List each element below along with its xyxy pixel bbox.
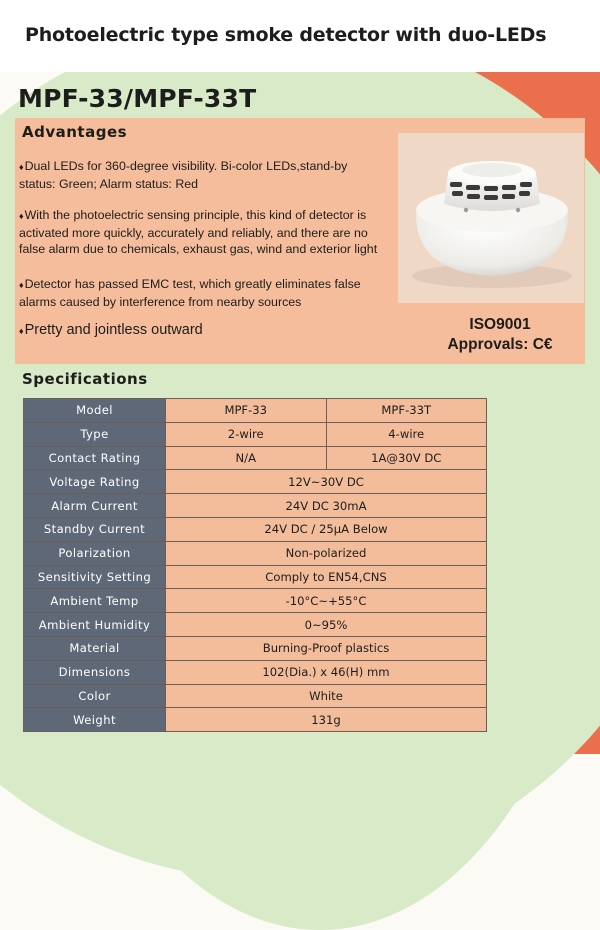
advantage-line: status: Green; Alarm status: Red	[19, 176, 199, 191]
advantages-heading: Advantages	[22, 123, 128, 141]
spec-value: Comply to EN54,CNS	[166, 565, 487, 589]
table-row	[24, 541, 487, 565]
spec-value: 2-wire	[166, 422, 327, 446]
bullet-icon: ♦	[19, 280, 24, 290]
spec-value: -10°C~+55°C	[166, 589, 487, 613]
advantage-line: false alarm due to chemicals, exhaust gas, wind and exterior light	[19, 242, 378, 256]
iso-certification: ISO9001	[469, 316, 531, 333]
spec-value: White	[166, 684, 487, 708]
spec-label: Contact Rating	[24, 446, 166, 470]
table-row	[24, 470, 487, 494]
page-title: Photoelectric type smoke detector with duo-LEDs	[25, 24, 547, 46]
spec-value: 131g	[166, 708, 487, 732]
spec-label: Sensitivity Setting	[24, 565, 166, 589]
advantage-line: With the photoelectric sensing principle, this kind of detector is	[24, 208, 367, 222]
table-row	[24, 684, 487, 708]
spec-label: Standby Current	[24, 517, 166, 541]
smoke-detector-image	[404, 144, 580, 294]
spec-value: MPF-33T	[326, 399, 487, 423]
table-row	[24, 708, 487, 732]
table-row	[24, 446, 487, 470]
spec-value: 24V DC / 25μA Below	[166, 517, 487, 541]
spec-label: Material	[24, 636, 166, 660]
table-row	[24, 494, 487, 518]
spec-label: Ambient Humidity	[24, 613, 166, 637]
table-row	[24, 636, 487, 660]
table-row	[24, 613, 487, 637]
spec-value: 102(Dia.) x 46(H) mm	[166, 660, 487, 684]
spec-label: Type	[24, 422, 166, 446]
spec-label: Polarization	[24, 541, 166, 565]
approvals-label: Approvals: C€	[447, 336, 553, 353]
spec-label: Color	[24, 684, 166, 708]
specifications-heading: Specifications	[22, 370, 148, 388]
bullet-icon: ♦	[19, 162, 24, 172]
spec-value: 24V DC 30mA	[166, 494, 487, 518]
spec-value: 0~95%	[166, 613, 487, 637]
spec-label: Dimensions	[24, 660, 166, 684]
table-row	[24, 565, 487, 589]
spec-value: MPF-33	[166, 399, 327, 423]
advantage-line: Pretty and jointless outward	[24, 322, 203, 338]
advantage-item	[19, 322, 424, 340]
specifications-table	[23, 398, 487, 732]
spec-label: Weight	[24, 708, 166, 732]
spec-value: 1A@30V DC	[326, 446, 487, 470]
spec-label: Ambient Temp	[24, 589, 166, 613]
advantage-line: Detector has passed EMC test, which greatly eliminates false	[24, 277, 361, 291]
table-row	[24, 422, 487, 446]
advantage-item	[19, 158, 424, 192]
spec-value: 12V~30V DC	[166, 470, 487, 494]
table-row	[24, 660, 487, 684]
spec-label: Alarm Current	[24, 494, 166, 518]
advantage-line: Dual LEDs for 360-degree visibility. Bi-color LEDs,stand-by	[24, 159, 348, 173]
table-row	[24, 399, 487, 423]
table-row	[24, 517, 487, 541]
bullet-icon: ♦	[19, 211, 24, 221]
advantage-line: activated more quickly, accurately and reliably, and there are no	[19, 225, 368, 240]
advantage-item	[19, 276, 424, 310]
model-title: MPF-33/MPF-33T	[18, 84, 257, 113]
bullet-icon: ♦	[19, 326, 24, 336]
advantage-line: alarms caused by interference from nearby sources	[19, 294, 302, 309]
spec-value: N/A	[166, 446, 327, 470]
table-row	[24, 589, 487, 613]
spec-label: Voltage Rating	[24, 470, 166, 494]
spec-value: 4-wire	[326, 422, 487, 446]
spec-value: Non-polarized	[166, 541, 487, 565]
advantage-item	[19, 207, 424, 258]
spec-label: Model	[24, 399, 166, 423]
spec-value: Burning-Proof plastics	[166, 636, 487, 660]
